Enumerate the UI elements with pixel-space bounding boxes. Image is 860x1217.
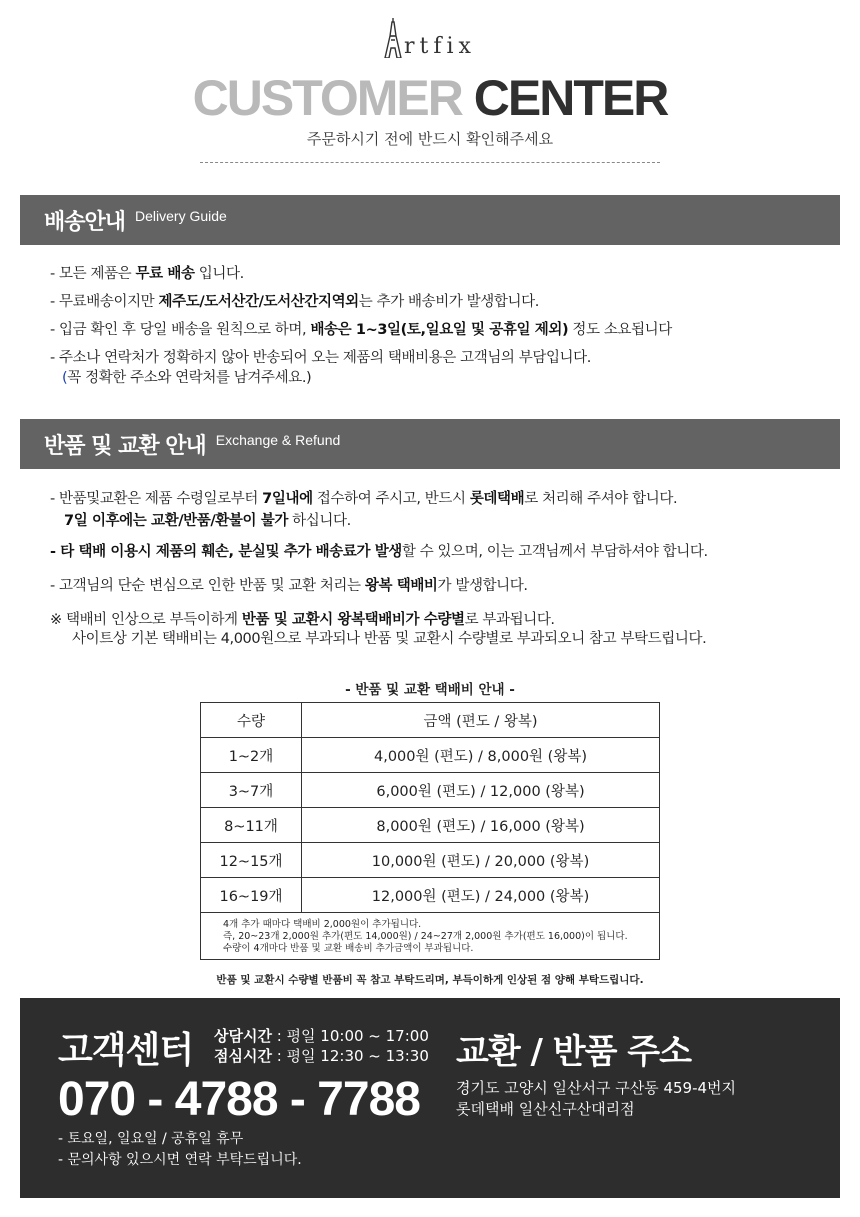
- title-dark: CENTER: [473, 70, 668, 126]
- list-item: - 입금 확인 후 당일 배송을 원칙으로 하며, 배송은 1~3일(토,일요일 및 공휴일 제외) 정도 소요됩니다: [50, 322, 672, 338]
- customer-center-title: 고객센터: [58, 1030, 194, 1071]
- table-header-row: [201, 703, 660, 738]
- business-hours: 상담시간 : 평일 10:00 ~ 17:00 점심시간 : 평일 12:30 ~ 13:30: [214, 1027, 429, 1065]
- delivery-note: (꼭 정확한 주소와 연락처를 남겨주세요.): [62, 370, 312, 386]
- list-item: - 타 택배 이용시 제품의 훼손, 분실및 추가 배송료가 발생할 수 있으며, 이는 고객님께서 부담하셔야 합니다.: [50, 544, 708, 560]
- return-address-title: 교환 / 반품 주소: [456, 1032, 691, 1072]
- exchange-section-header: [20, 419, 840, 469]
- page-header: [0, 0, 860, 170]
- fee-table: [200, 702, 660, 960]
- title-light: CUSTOMER: [192, 70, 462, 126]
- table-row: 3~7개 6,000원 (편도) / 12,000 (왕복): [201, 773, 660, 808]
- table-row: 12~15개 10,000원 (편도) / 20,000 (왕복): [201, 843, 660, 878]
- divider: [200, 162, 660, 163]
- list-item: - 문의사항 있으시면 연락 부탁드립니다.: [58, 1152, 302, 1168]
- list-item: - 모든 제품은 무료 배송 입니다.: [50, 266, 244, 282]
- footer-notes: [58, 1129, 302, 1171]
- phone-number: 070 - 4788 - 7788: [58, 1073, 420, 1126]
- list-item: 사이트상 기본 택배비는 4,000원으로 부과되나 반품 및 교환시 수량별로 부과되오니 참고 부탁드립니다.: [72, 631, 707, 647]
- delivery-section-header: [20, 195, 840, 245]
- customer-center-footer: [20, 998, 840, 1198]
- page-subtitle: 주문하시기 전에 반드시 확인해주세요: [306, 130, 554, 148]
- table-row: 16~19개 12,000원 (편도) / 24,000 (왕복): [201, 878, 660, 913]
- list-item: - 주소나 연락처가 정확하지 않아 반송되어 오는 제품의 택배비용은 고객님의 부담입니다.: [50, 350, 591, 366]
- return-address: 경기도 고양시 일산서구 구산동 459-4번지 롯데택배 일산신구산대리점: [456, 1079, 737, 1118]
- page-title: [0, 70, 860, 126]
- brand-logo: [0, 18, 860, 62]
- list-item: - 반품및교환은 제품 수령일로부터 7일내에 접수하여 주시고, 반드시 롯데택배로 처리해 주셔야 합니다.: [50, 491, 678, 507]
- list-item: 7일 이후에는 교환/반품/환불이 불가 하십니다.: [64, 513, 351, 529]
- list-item: ※ 택배비 인상으로 부득이하게 반품 및 교환시 왕복택배비가 수량별로 부과됩니다.: [50, 612, 555, 628]
- col-header-price: 금액 (편도 / 왕복): [302, 703, 660, 738]
- list-item: - 고객님의 단순 변심으로 인한 반품 및 교환 처리는 왕복 택배비가 발생합니다.: [50, 578, 528, 594]
- col-header-qty: 수량: [201, 703, 302, 738]
- table-row: 8~11개 8,000원 (편도) / 16,000 (왕복): [201, 808, 660, 843]
- fee-notes: 4개 추가 때마다 택배비 2,000원이 추가됩니다. 즉, 20~23개 2,000원 추가(편도 14,000원) / 24~27개 2,000원 추가(편도 16,000)이 됩니다. 수량이 4개마다 반품 및 교환 배송비 추가금액이 부과됩니다.: [201, 913, 660, 960]
- delivery-title-en: Delivery Guide: [135, 208, 227, 224]
- brand-name: rtfix: [404, 34, 476, 59]
- list-item: - 무료배송이지만 제주도/도서산간/도서산간지역외는 추가 배송비가 발생합니다.: [50, 294, 539, 310]
- exchange-title-en: Exchange & Refund: [215, 432, 341, 448]
- fee-table-title: - 반품 및 교환 택배비 안내 -: [345, 682, 515, 698]
- exchange-title: 반품 및 교환 안내: [44, 433, 206, 459]
- table-row: 1~2개 4,000원 (편도) / 8,000원 (왕복): [201, 738, 660, 773]
- list-item: - 토요일, 일요일 / 공휴일 휴무: [58, 1131, 244, 1147]
- eiffel-tower-icon: [384, 18, 402, 58]
- table-note-row: [201, 913, 660, 960]
- delivery-title: 배송안내: [44, 209, 126, 235]
- fee-footnote: 반품 및 교환시 수량별 반품비 꼭 참고 부탁드리며, 부득이하게 인상된 점 양해 부탁드립니다.: [216, 974, 644, 986]
